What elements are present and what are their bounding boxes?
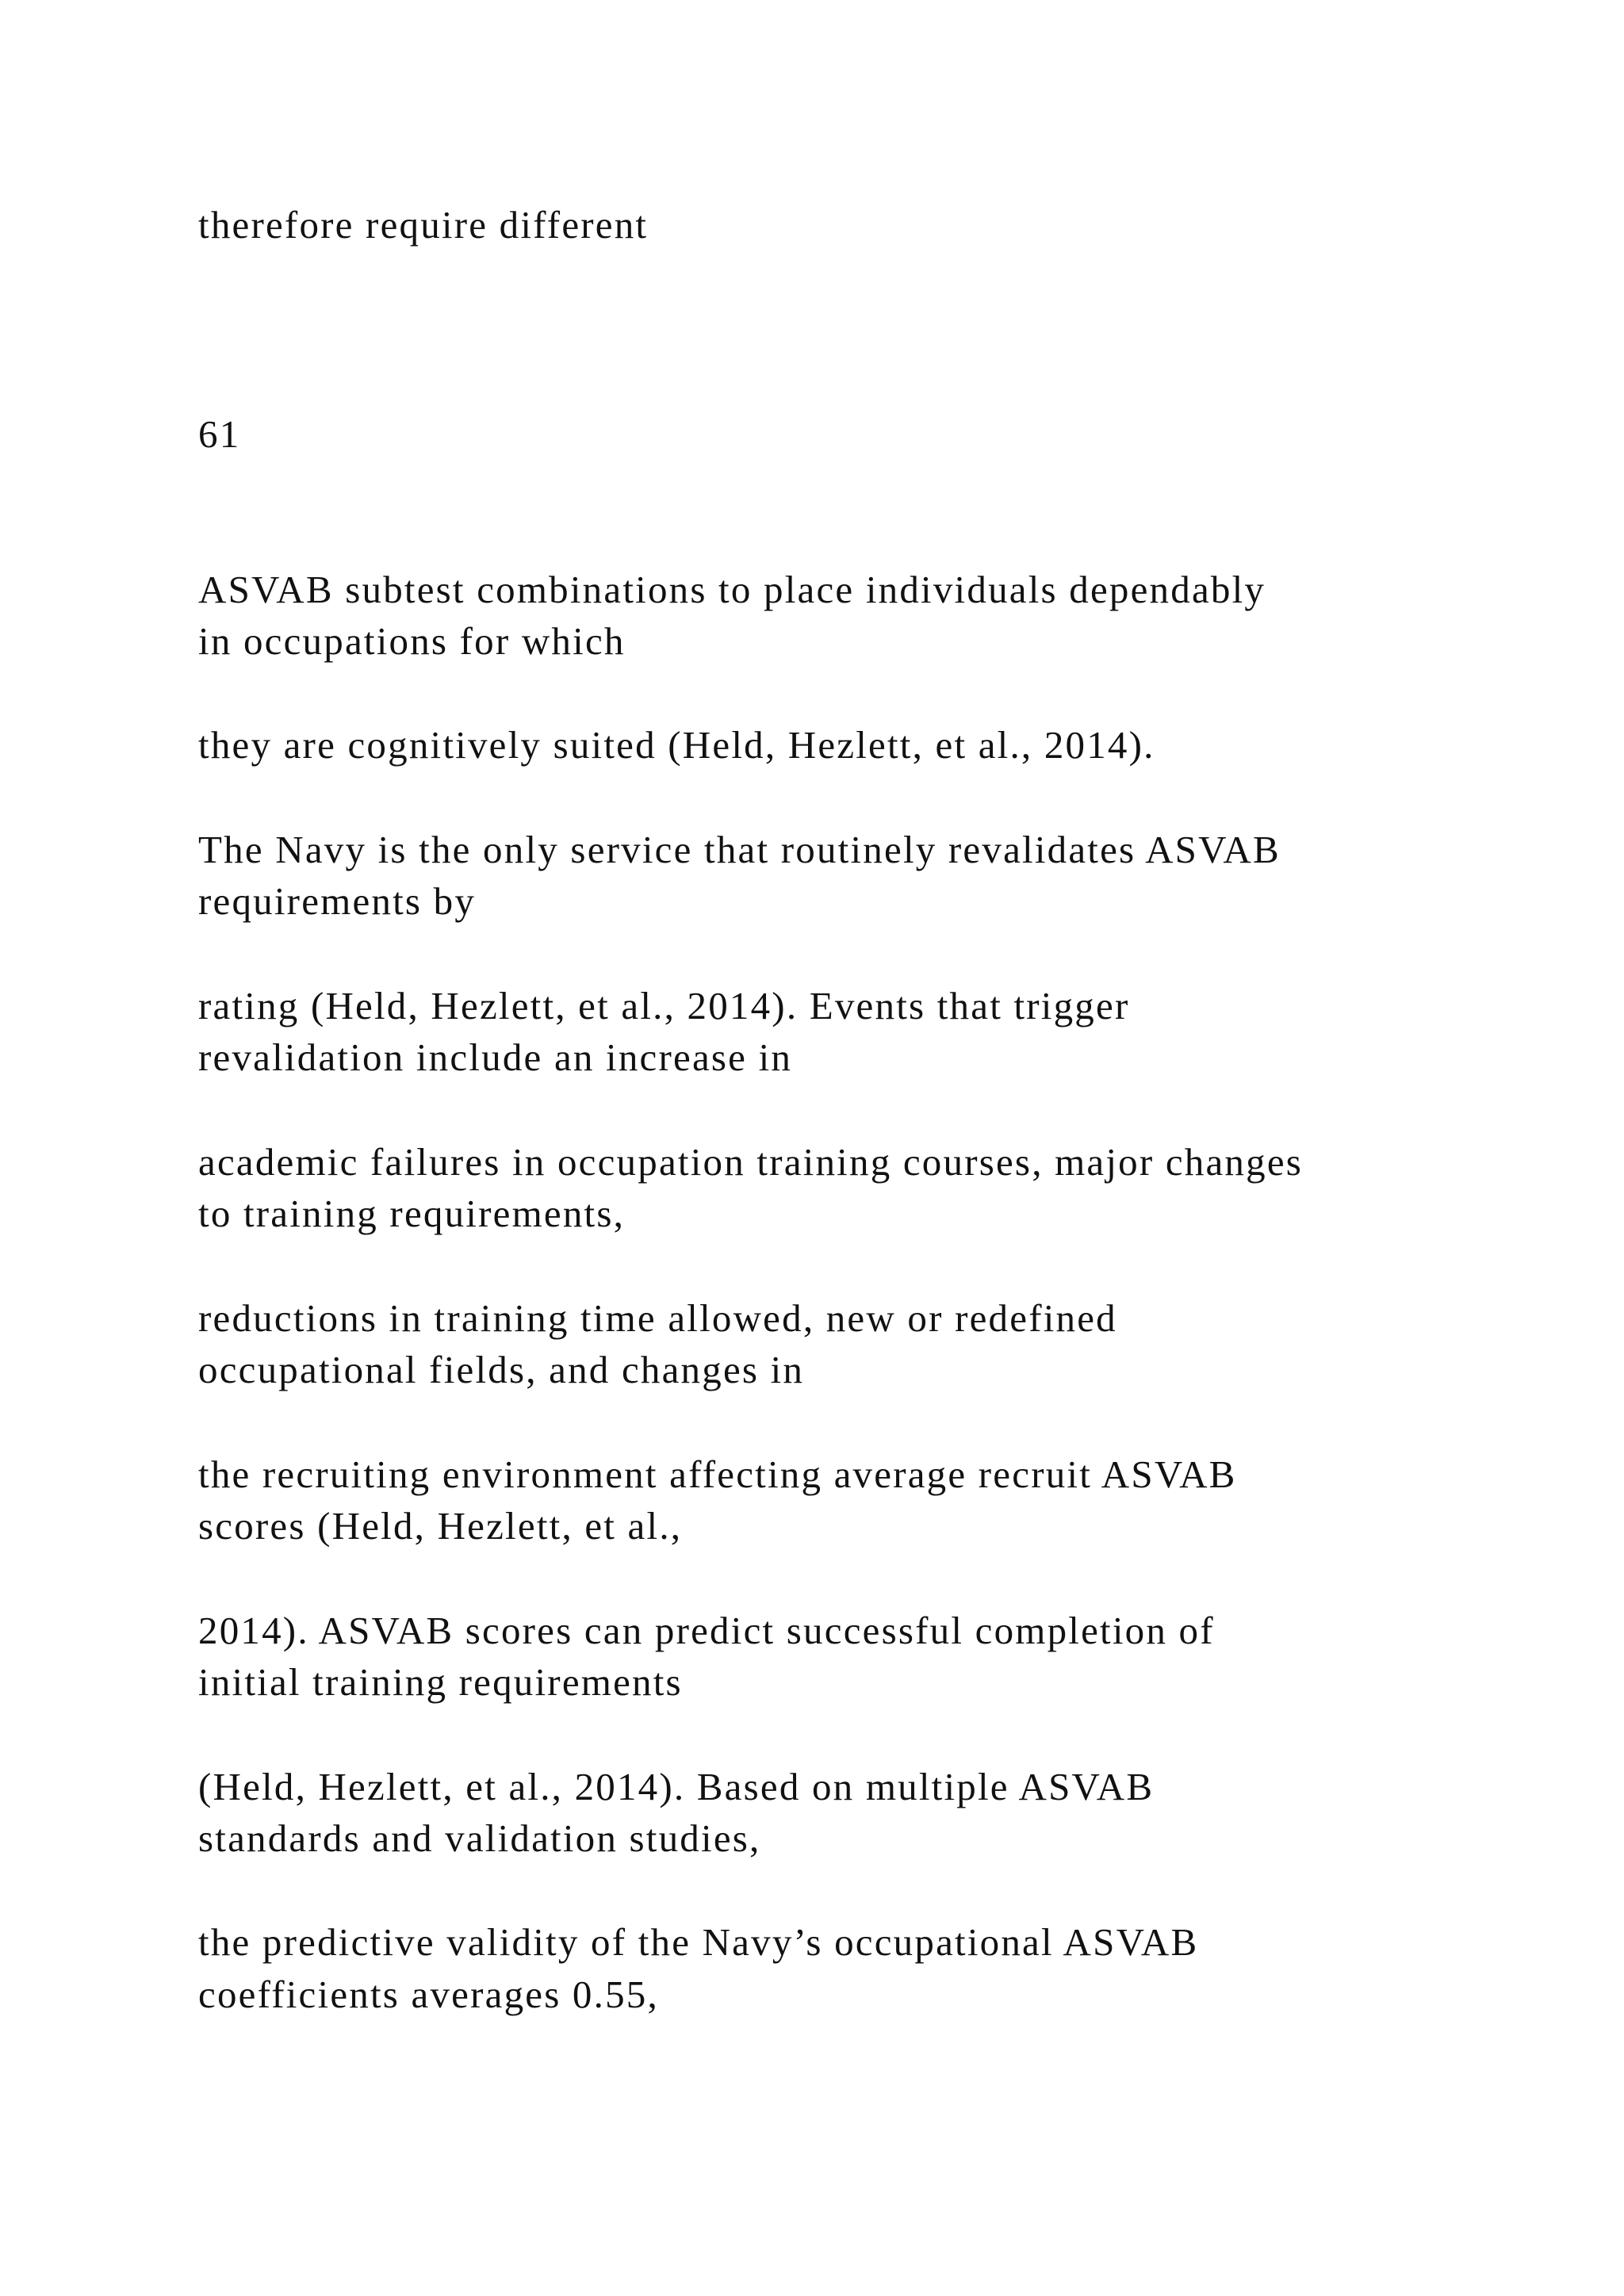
text-line: the recruiting environment affecting average recruit ASVAB [198, 1452, 1237, 1496]
text-line: in occupations for which [198, 619, 626, 663]
text-line: coefficients averages 0.55, [198, 1973, 659, 2016]
text-line: reductions in training time allowed, new or redefined [198, 1296, 1117, 1340]
text-line: initial training requirements [198, 1660, 683, 1704]
text-line: to training requirements, [198, 1192, 626, 1235]
text-line: 2014). ASVAB scores can predict successful completion of [198, 1609, 1215, 1652]
text-line: the predictive validity of the Navy’s occupational ASVAB [198, 1920, 1199, 1964]
text-line: therefore require different [198, 203, 649, 247]
text-line: rating (Held, Hezlett, et al., 2014). Events that trigger [198, 984, 1130, 1027]
text-line: requirements by [198, 879, 477, 923]
text-line: (Held, Hezlett, et al., 2014). Based on multiple ASVAB [198, 1765, 1155, 1808]
text-line: ASVAB subtest combinations to place individuals dependably [198, 568, 1266, 611]
text-line: The Navy is the only service that routinely revalidates ASVAB [198, 828, 1281, 871]
text-line: occupational fields, and changes in [198, 1348, 805, 1391]
page-number: 61 [198, 412, 241, 456]
text-line: they are cognitively suited (Held, Hezlett, et al., 2014). [198, 723, 1155, 767]
text-line: scores (Held, Hezlett, et al., [198, 1504, 683, 1548]
text-line: standards and validation studies, [198, 1816, 761, 1860]
text-line: academic failures in occupation training courses, major changes [198, 1140, 1304, 1184]
text-line: revalidation include an increase in [198, 1035, 793, 1079]
